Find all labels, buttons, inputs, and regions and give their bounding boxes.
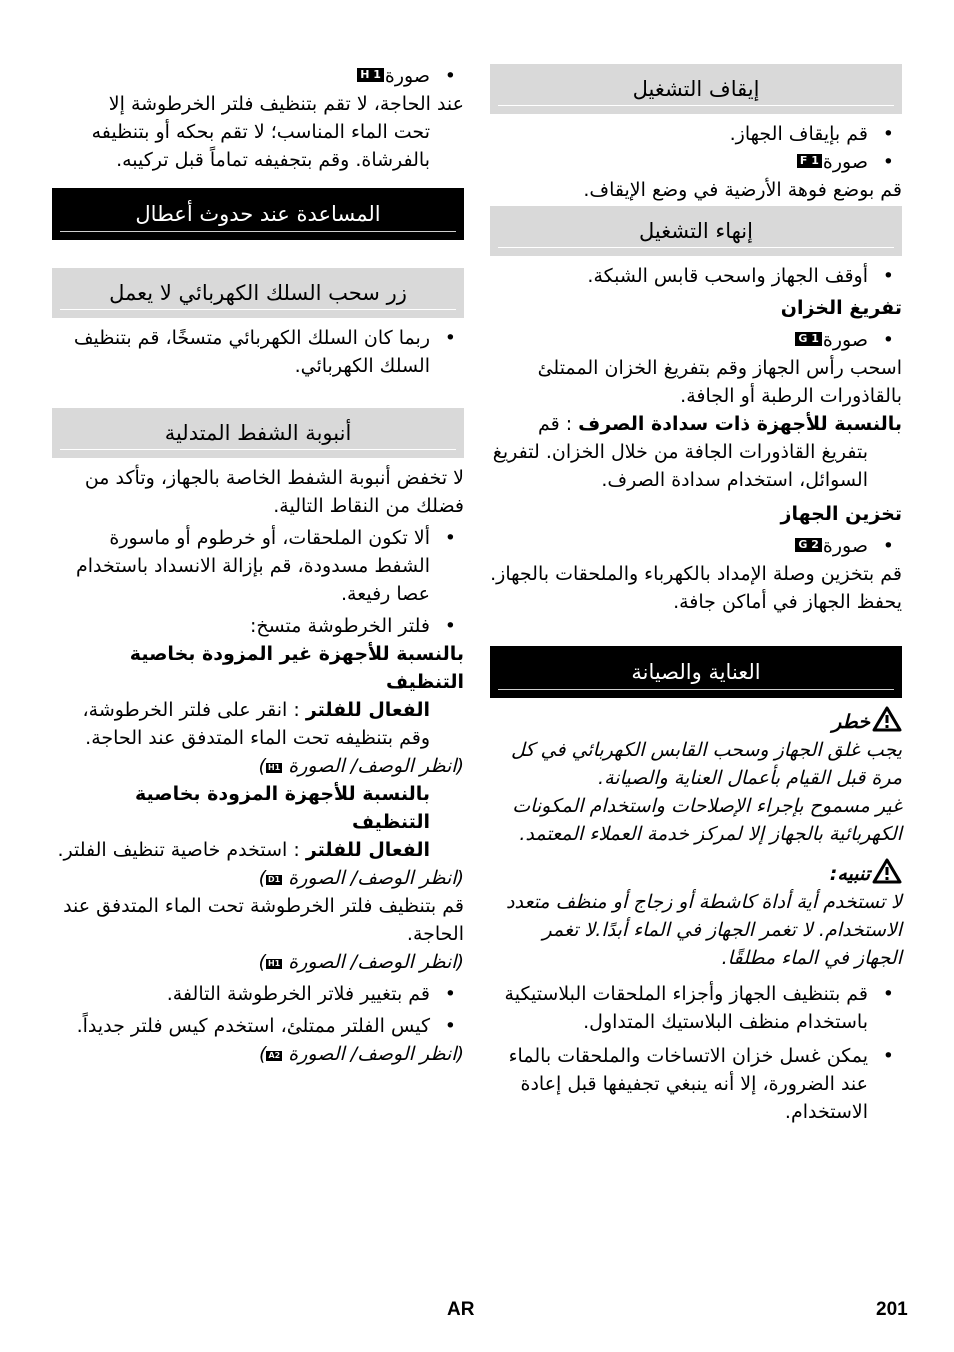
warning-icon (872, 706, 902, 732)
figure-ref-badge: F 1 (797, 154, 822, 168)
list-item: • أوقف الجهاز واسحب قابس الشبكة. (490, 262, 902, 290)
empty-subheading: تفريغ الخزان (780, 297, 902, 319)
tubes-intro: لا تخفض أنبوبة الشفط الخاصة بالجهاز، وتأكد من فضلك من النقاط التالية. (84, 467, 464, 517)
shutdown-text: قم بوضع فوهة الأرضية في وضع الإيقاف. (583, 179, 902, 201)
storage-subheading: تخزين الجهاز (780, 503, 902, 525)
care-heading: العناية والصيانة (490, 646, 902, 698)
empty-text: اسحب رأس الجهاز وقم بتفريغ الخزان الممتلئ بالقاذورات الرطبة أو الجافة. (537, 357, 902, 407)
list-item: • صورةG 1 (490, 326, 902, 354)
clean-text: الفعال للفلتر : استخدم خاصية تنظيف الفلتر. (57, 839, 430, 861)
list-item: • صورةH 1 (52, 62, 464, 90)
clean-label-2: الفعال للفلتر (305, 839, 430, 861)
list-item: • صورةF 1 (490, 148, 902, 176)
list-item: • قم بتغيير فلاتر الخرطوشة التالفة. (52, 980, 464, 1008)
figure-ref-badge: A2 (268, 1051, 281, 1060)
right-column (490, 64, 902, 1126)
tubes-list-2 (52, 980, 464, 1040)
caution-text: لا تستخدم أية أداة كاشطة أو زجاج أو منظف متعدد الاستخدام. لا تغمر الجهاز في الماء أبدًا.لا تغمر الجهاز في الماء مطلقًا. (506, 891, 902, 969)
see-figure-note: (انظر الوصف/ الصورة H1) (258, 951, 464, 973)
danger-text: يجب غلق الجهاز وسحب القابس الكهربائي في كل مرة قبل القيام بأعمال العناية والصيانة. (511, 739, 902, 789)
list-item: • يمكن غسل خزان الاتساخات والملحقات بالماء عند الضرورة، إلا أنه ينبغي تجفيفها قبل إعادة الاستخدام. (490, 1042, 902, 1126)
help-heading: المساعدة عند حدوث أعطال (52, 188, 464, 240)
footer-page-number: 201 (876, 1299, 908, 1320)
shutdown-list (490, 120, 902, 176)
tubes-heading: أنبوبة الشفط المتدلية (52, 408, 464, 458)
drain-label: بالنسبة للأجهزة ذات سدادة الصرف (578, 413, 902, 435)
caution-line (490, 858, 902, 888)
figure-ref-badge: G 2 (795, 538, 822, 552)
top-text-rest: تحت الماء المناسب؛ لا تقم بحكه أو بتنظيفه بالفرشاة. وقم بتجفيفه تماماً قبل تركيبه. (91, 121, 430, 171)
finish-heading: إنهاء التشغيل (490, 206, 902, 256)
danger-text-2: غير مسموح بإجراء الإصلاحات واستخدام المكونات الكهربائية بالجهاز إلا لمركز خدمة العملاء المعتمد. (512, 795, 902, 845)
empty-list (490, 326, 902, 354)
list-item: • ربما كان السلك الكهربائي متسخًا، قم بتنظيف السلك الكهربائي. (52, 324, 464, 380)
cord-list (52, 324, 464, 380)
drain-paragraph: بالنسبة للأجهزة ذات سدادة الصرف : قم (537, 413, 902, 435)
see-figure-note: (انظر الوصف/ الصورة A2) (259, 1043, 464, 1065)
list-item: • ألا تكون الملحقات، أو خرطوم أو ماسورة الشفط مسدودة، قم بإزالة الانسداد باستخدام عصا رفيعة. (52, 524, 464, 608)
clean-paragraph (52, 780, 464, 836)
figure-ref-badge: H 1 (357, 68, 384, 82)
cord-heading: زر سحب السلك الكهربائي لا يعمل (52, 268, 464, 318)
list-item: • قم بتنظيف الجهاز وأجزاء الملحقات البلاستيكية باستخدام منظف البلاستيك المتداول. (490, 980, 902, 1036)
top-text-first: عند الحاجة، لا تقم بتنظيف فلتر الخرطوشة إلا (108, 93, 464, 115)
drain-text: بتفريغ القاذورات الجافة من خلال الخزان. لتفريغ السوائل، استخدام سدادة الصرف. (492, 441, 868, 491)
see-figure-note: (انظر الوصف/ الصورة H1) (258, 755, 464, 777)
nonclean-label-2: الفعال للفلتر (305, 699, 430, 721)
caution-block (490, 858, 902, 972)
list-item: • قم بإيقاف الجهاز. (490, 120, 902, 148)
list-item: • كيس الفلتر ممتلئ، استخدم كيس فلتر جديداً. (52, 1012, 464, 1040)
figure-ref-badge: G 1 (795, 332, 822, 346)
list-item: • صورةG 2 (490, 532, 902, 560)
figure-ref-badge: D1 (268, 875, 281, 884)
list-item: • فلتر الخرطوشة متسخ: (52, 612, 464, 640)
footer-language: AR (447, 1299, 475, 1320)
warning-icon (872, 858, 902, 884)
storage-list (490, 532, 902, 560)
danger-block (490, 706, 902, 848)
danger-label: خطر (832, 711, 870, 733)
nonclean-paragraph (52, 640, 464, 696)
left-column (52, 62, 464, 1068)
figure-ref-badge: H1 (267, 959, 281, 968)
shutdown-heading: إيقاف التشغيل (490, 64, 902, 114)
tubes-list (52, 524, 464, 640)
clean-label: بالنسبة للأجهزة المزودة بخاصية التنظيف (134, 783, 430, 833)
nonclean-text: الفعال للفلتر : انقر على فلتر الخرطوشة، وقم بتنظيفه تحت الماء المتدفق عند الحاجة. (82, 699, 430, 749)
care-list (490, 980, 902, 1126)
figure-ref-badge: H1 (267, 763, 281, 772)
danger-line (490, 706, 902, 736)
see-figure-note: (انظر الوصف/ الصورة D1) (258, 867, 464, 889)
finish-list (490, 262, 902, 290)
caution-label: تنبيه: (829, 863, 870, 885)
top-list (52, 62, 464, 90)
nonclean-label: بالنسبة للأجهزة غير المزودة بخاصية التنظيف (129, 643, 464, 693)
storage-text: قم بتخزين وصلة الإمداد بالكهرباء والملحقات بالجهاز. يحفظ الجهاز في أماكن جافة. (490, 563, 902, 613)
wash-text: قم بتنظيف فلتر الخرطوشة تحت الماء المتدفق عند الحاجة. (63, 895, 464, 945)
